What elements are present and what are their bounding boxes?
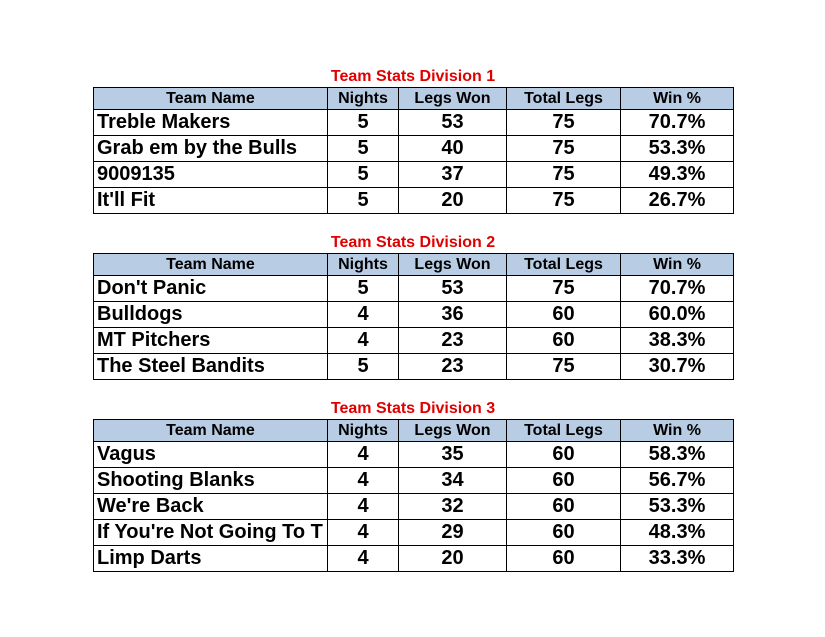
win-pct-cell: 30.7% [621, 354, 734, 380]
header-legs-won: Legs Won [399, 420, 507, 442]
header-total-legs: Total Legs [507, 420, 621, 442]
legs-won-cell: 53 [399, 276, 507, 302]
header-team-name: Team Name [94, 88, 328, 110]
table-row [94, 468, 734, 494]
nights-cell: 4 [328, 546, 399, 572]
header-win-pct: Win % [621, 420, 734, 442]
nights-cell: 5 [328, 188, 399, 214]
table-row [94, 110, 734, 136]
table-row [94, 494, 734, 520]
win-pct-cell: 56.7% [621, 468, 734, 494]
table-row [94, 188, 734, 214]
win-pct-cell: 48.3% [621, 520, 734, 546]
total-legs-cell: 60 [507, 468, 621, 494]
division-2-table [93, 253, 734, 380]
division-2-title: Team Stats Division 2 [330, 234, 496, 251]
legs-won-cell: 34 [399, 468, 507, 494]
legs-won-cell: 35 [399, 442, 507, 468]
nights-cell: 5 [328, 354, 399, 380]
team-name-cell: Don't Panic [94, 276, 328, 302]
table-row [94, 162, 734, 188]
legs-won-cell: 40 [399, 136, 507, 162]
header-total-legs: Total Legs [507, 254, 621, 276]
legs-won-cell: 36 [399, 302, 507, 328]
table-header-row [94, 254, 734, 276]
win-pct-cell: 53.3% [621, 136, 734, 162]
header-total-legs: Total Legs [507, 88, 621, 110]
nights-cell: 4 [328, 302, 399, 328]
header-nights: Nights [328, 254, 399, 276]
nights-cell: 4 [328, 520, 399, 546]
division-1-table [93, 87, 734, 214]
table-row [94, 276, 734, 302]
nights-cell: 5 [328, 136, 399, 162]
table-row [94, 546, 734, 572]
legs-won-cell: 20 [399, 188, 507, 214]
total-legs-cell: 60 [507, 494, 621, 520]
legs-won-cell: 23 [399, 354, 507, 380]
table-row [94, 136, 734, 162]
team-name-cell: We're Back [94, 494, 328, 520]
nights-cell: 5 [328, 110, 399, 136]
division-1-title: Team Stats Division 1 [330, 68, 496, 85]
legs-won-cell: 37 [399, 162, 507, 188]
table-row [94, 328, 734, 354]
win-pct-cell: 53.3% [621, 494, 734, 520]
team-name-cell: It'll Fit [94, 188, 328, 214]
total-legs-cell: 75 [507, 188, 621, 214]
team-name-cell: Bulldogs [94, 302, 328, 328]
team-name-cell: Vagus [94, 442, 328, 468]
win-pct-cell: 70.7% [621, 276, 734, 302]
header-team-name: Team Name [94, 254, 328, 276]
win-pct-cell: 38.3% [621, 328, 734, 354]
table-row [94, 354, 734, 380]
team-name-cell: 9009135 [94, 162, 328, 188]
division-3-table [93, 419, 734, 572]
header-nights: Nights [328, 420, 399, 442]
total-legs-cell: 75 [507, 276, 621, 302]
nights-cell: 4 [328, 442, 399, 468]
win-pct-cell: 70.7% [621, 110, 734, 136]
total-legs-cell: 75 [507, 354, 621, 380]
team-name-cell: Shooting Blanks [94, 468, 328, 494]
total-legs-cell: 60 [507, 302, 621, 328]
table-header-row [94, 88, 734, 110]
team-name-cell: Limp Darts [94, 546, 328, 572]
total-legs-cell: 60 [507, 442, 621, 468]
header-win-pct: Win % [621, 254, 734, 276]
header-nights: Nights [328, 88, 399, 110]
total-legs-cell: 75 [507, 136, 621, 162]
total-legs-cell: 60 [507, 328, 621, 354]
total-legs-cell: 75 [507, 162, 621, 188]
team-name-cell: Grab em by the Bulls [94, 136, 328, 162]
nights-cell: 4 [328, 494, 399, 520]
total-legs-cell: 60 [507, 546, 621, 572]
total-legs-cell: 60 [507, 520, 621, 546]
legs-won-cell: 29 [399, 520, 507, 546]
table-row [94, 302, 734, 328]
header-win-pct: Win % [621, 88, 734, 110]
win-pct-cell: 26.7% [621, 188, 734, 214]
total-legs-cell: 75 [507, 110, 621, 136]
legs-won-cell: 23 [399, 328, 507, 354]
nights-cell: 5 [328, 162, 399, 188]
legs-won-cell: 53 [399, 110, 507, 136]
header-legs-won: Legs Won [399, 88, 507, 110]
header-legs-won: Legs Won [399, 254, 507, 276]
division-3-title: Team Stats Division 3 [330, 400, 496, 417]
team-name-cell: Treble Makers [94, 110, 328, 136]
table-row [94, 442, 734, 468]
nights-cell: 4 [328, 328, 399, 354]
legs-won-cell: 20 [399, 546, 507, 572]
table-row [94, 520, 734, 546]
win-pct-cell: 33.3% [621, 546, 734, 572]
team-name-cell: MT Pitchers [94, 328, 328, 354]
win-pct-cell: 49.3% [621, 162, 734, 188]
team-name-cell: The Steel Bandits [94, 354, 328, 380]
win-pct-cell: 60.0% [621, 302, 734, 328]
nights-cell: 4 [328, 468, 399, 494]
table-header-row [94, 420, 734, 442]
team-name-cell: If You're Not Going To T [94, 520, 328, 546]
nights-cell: 5 [328, 276, 399, 302]
win-pct-cell: 58.3% [621, 442, 734, 468]
legs-won-cell: 32 [399, 494, 507, 520]
header-team-name: Team Name [94, 420, 328, 442]
